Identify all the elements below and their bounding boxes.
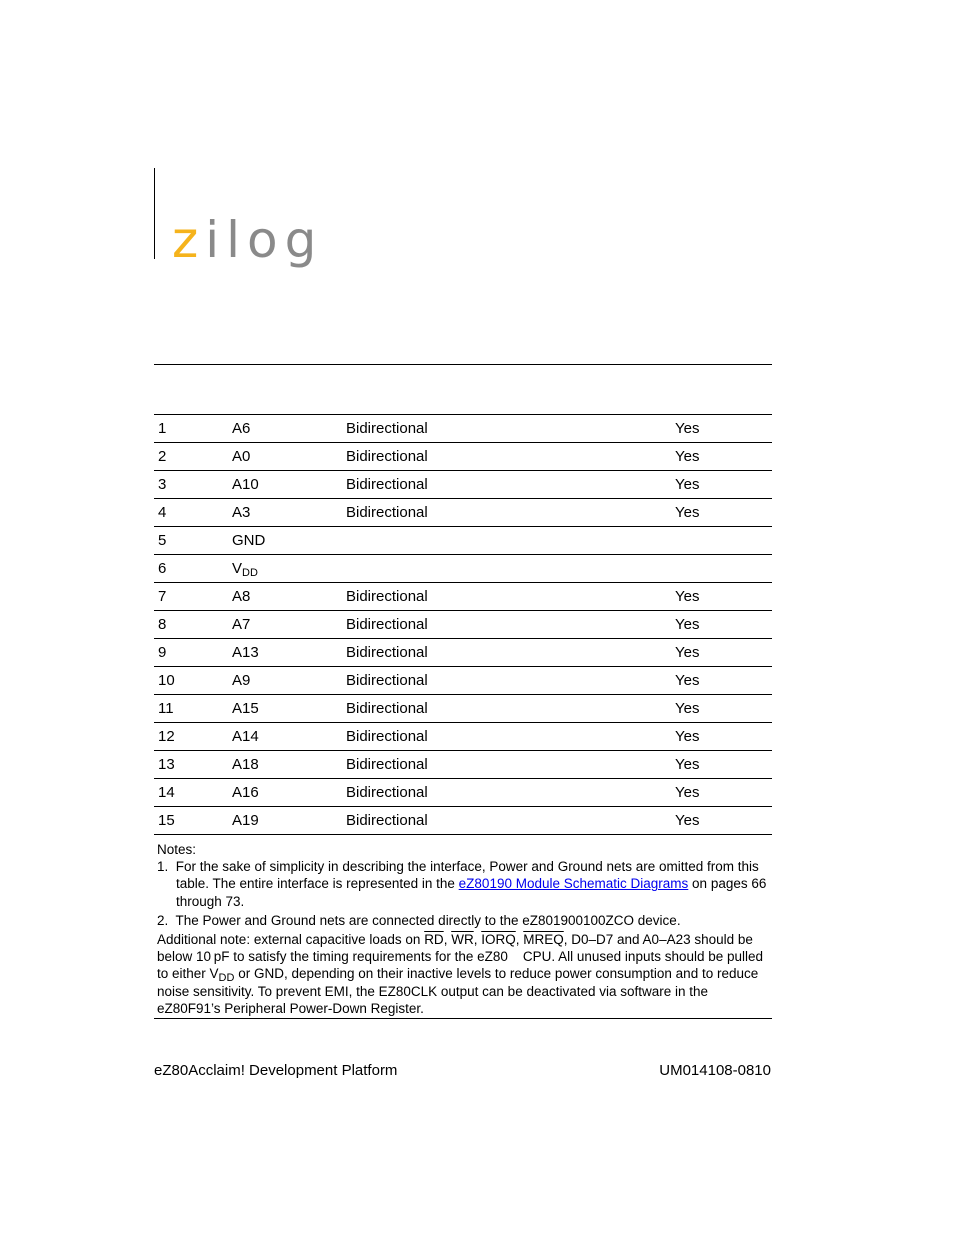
table-top-rule (154, 364, 772, 365)
signal-tristate: Yes (675, 420, 700, 437)
signal-name-cell (228, 639, 342, 667)
pin-number: 1 (158, 420, 167, 437)
signal-direction: Bidirectional (346, 812, 428, 829)
signal-name: A19 (232, 812, 259, 829)
signal-tristate-cell (671, 471, 772, 499)
pin-number: 2 (158, 448, 167, 465)
table-row (154, 443, 772, 471)
pin-number: 7 (158, 588, 167, 605)
signal-tristate: Yes (675, 644, 700, 661)
signal-direction-cell (342, 527, 671, 555)
signal-direction-cell (342, 415, 671, 443)
pin-number-cell (154, 555, 228, 583)
signal-direction: Bidirectional (346, 700, 428, 717)
pin-number-cell (154, 667, 228, 695)
note-2: 2. The Power and Ground nets are connected directly to the eZ801900100ZCO device. (157, 912, 681, 928)
signal-tristate: Yes (675, 812, 700, 829)
signal-tristate-cell (671, 415, 772, 443)
signal-name-cell (228, 471, 342, 499)
signal-name: A10 (232, 476, 259, 493)
signal-direction: Bidirectional (346, 504, 428, 521)
pin-number-cell (154, 471, 228, 499)
signal-name-cell (228, 807, 342, 835)
note-1-text-a: 1. For the sake of simplicity in describing the interface, Power and Ground nets are omitted from this table. The entire interface is represented in the (157, 859, 759, 892)
table-row (154, 723, 772, 751)
signal-tristate: Yes (675, 448, 700, 465)
pin-table (154, 414, 772, 835)
notes-heading: Notes: (157, 842, 197, 857)
signal-iorq: IORQ (481, 932, 516, 948)
logo-rest: ilog (205, 211, 324, 269)
signal-name: A0 (232, 448, 251, 465)
pin-number: 10 (158, 672, 175, 689)
signal-tristate-cell (671, 611, 772, 639)
signal-direction-cell (342, 611, 671, 639)
signal-tristate: Yes (675, 476, 700, 493)
table-row (154, 499, 772, 527)
signal-name: A6 (232, 420, 251, 437)
additional-note-b: , D0–D7 and A0–A23 should be below 10 pF to satisfy the timing requirements for the eZ80 CPU. All unused inputs should be pulled to either V (157, 932, 764, 982)
table-row (154, 639, 772, 667)
signal-tristate: Yes (675, 588, 700, 605)
pin-number-cell (154, 527, 228, 555)
signal-name-cell (228, 443, 342, 471)
table-row (154, 695, 772, 723)
pin-number-cell (154, 779, 228, 807)
pin-number: 8 (158, 616, 167, 633)
pin-number: 9 (158, 644, 167, 661)
signal-direction: Bidirectional (346, 728, 428, 745)
signal-name-cell (228, 667, 342, 695)
signal-name-cell (228, 695, 342, 723)
signal-tristate-cell (671, 443, 772, 471)
signal-tristate-cell (671, 695, 772, 723)
pin-number: 11 (158, 700, 174, 717)
signal-name-cell (228, 527, 342, 555)
pin-number: 15 (158, 812, 175, 829)
vdd-subscript: DD (218, 972, 235, 985)
signal-name: A9 (232, 672, 251, 689)
table-row (154, 471, 772, 499)
signal-direction-cell (342, 443, 671, 471)
signal-direction-cell (342, 471, 671, 499)
table-bottom-rule (154, 1018, 772, 1019)
table-row (154, 807, 772, 835)
signal-direction: Bidirectional (346, 476, 428, 493)
signal-name-cell (228, 415, 342, 443)
signal-direction-cell (342, 499, 671, 527)
table-row (154, 779, 772, 807)
signal-direction-cell (342, 695, 671, 723)
table-row (154, 415, 772, 443)
signal-direction-cell (342, 779, 671, 807)
signal-name-cell (228, 583, 342, 611)
signal-direction: Bidirectional (346, 756, 428, 773)
signal-name-cell (228, 611, 342, 639)
pin-number: 6 (158, 560, 167, 577)
logo-z: z (172, 211, 206, 269)
additional-note-c: or GND, depending on their inactive levels to reduce power consumption and to reduce noise sensitivity. To prevent EMI, the EZ80CLK output can be deactivated via software in the eZ80F91’s Peripheral Power-Down Register. (157, 966, 759, 1016)
signal-direction-cell (342, 555, 671, 583)
signal-tristate-cell (671, 555, 772, 583)
signal-name: A13 (232, 644, 259, 661)
signal-direction-cell (342, 639, 671, 667)
pin-number: 13 (158, 756, 175, 773)
signal-tristate-cell (671, 807, 772, 835)
signal-name: GND (232, 532, 266, 549)
signal-name: A3 (232, 504, 251, 521)
signal-rd: $\overline{RD}$ (424, 932, 444, 948)
pin-number: 14 (158, 784, 175, 801)
signal-name-cell (228, 751, 342, 779)
signal-direction-cell (342, 667, 671, 695)
subscript: DD (242, 567, 258, 579)
pin-number-cell (154, 807, 228, 835)
signal-tristate-cell (671, 639, 772, 667)
signal-direction: Bidirectional (346, 672, 428, 689)
signal-name: A18 (232, 756, 259, 773)
signal-tristate-cell (671, 499, 772, 527)
signal-name-cell (228, 723, 342, 751)
table-notes (157, 841, 769, 1017)
signal-name: A8 (232, 588, 251, 605)
additional-note: Additional note: external capacitive loads on $\overline{RD}$, $\overline{WR}$, IORQ, MREQ, D0–D7 and A0–A23 should be below 10 pF to satisfy the timing requirements for the eZ80 CPU. All unused inputs should be pulled to either $V_{DD}$ or GND, depending on their inactive levels to reduce power consumption and to reduce noise sensitivity. To prevent EMI, the EZ80CLK output can be deactivated via software in the eZ80F91’s Peripheral Power-Down Register. (157, 932, 764, 1016)
pin-number-cell (154, 695, 228, 723)
pin-number-cell (154, 443, 228, 471)
signal-wr: $\overline{WR}$ (451, 932, 474, 948)
signal-name-cell (228, 779, 342, 807)
pin-number-cell (154, 611, 228, 639)
signal-tristate-cell (671, 723, 772, 751)
signal-name-cell (228, 499, 342, 527)
pin-number: 5 (158, 532, 167, 549)
signal-mreq: MREQ (523, 932, 564, 948)
zilog-logo (172, 210, 323, 270)
note-1-text-b: on pages 66 through 73. (176, 876, 767, 909)
footer-doc-number: UM014108-0810 (659, 1062, 771, 1079)
signal-tristate: Yes (675, 672, 700, 689)
signal-tristate-cell (671, 527, 772, 555)
table-row (154, 667, 772, 695)
signal-name: A14 (232, 728, 259, 745)
signal-name: A7 (232, 616, 251, 633)
table-row (154, 527, 772, 555)
schematic-diagrams-link[interactable]: eZ80190 Module Schematic Diagrams (458, 876, 689, 892)
header-vertical-rule (154, 168, 155, 259)
table-row (154, 583, 772, 611)
signal-tristate: Yes (675, 728, 700, 745)
signal-name: V (232, 560, 243, 577)
signal-direction-cell (342, 751, 671, 779)
table-row (154, 611, 772, 639)
table-row (154, 555, 772, 583)
signal-tristate-cell (671, 667, 772, 695)
signal-direction-cell (342, 807, 671, 835)
pin-number-cell (154, 723, 228, 751)
signal-tristate: Yes (675, 504, 700, 521)
signal-name: A15 (232, 700, 259, 717)
signal-tristate-cell (671, 779, 772, 807)
signal-name-cell (228, 555, 342, 583)
signal-tristate-cell (671, 583, 772, 611)
pin-number-cell (154, 415, 228, 443)
note-1 (157, 858, 769, 910)
signal-direction: Bidirectional (346, 588, 428, 605)
signal-direction: Bidirectional (346, 644, 428, 661)
signal-direction: Bidirectional (346, 784, 428, 801)
signal-name: A16 (232, 784, 259, 801)
table-row (154, 751, 772, 779)
additional-note-a: Additional note: external capacitive loads on (157, 932, 425, 948)
signal-direction: Bidirectional (346, 448, 428, 465)
pin-number: 3 (158, 476, 167, 493)
signal-tristate: Yes (675, 700, 700, 717)
footer-doc-title: eZ80Acclaim! Development Platform (154, 1062, 398, 1079)
pin-number: 4 (158, 504, 167, 521)
signal-direction-cell (342, 583, 671, 611)
signal-tristate-cell (671, 751, 772, 779)
signal-direction: Bidirectional (346, 616, 428, 633)
pin-number-cell (154, 751, 228, 779)
pin-number-cell (154, 639, 228, 667)
signal-direction: Bidirectional (346, 420, 428, 437)
signal-direction-cell (342, 723, 671, 751)
signal-tristate: Yes (675, 784, 700, 801)
signal-tristate: Yes (675, 756, 700, 773)
pin-number: 12 (158, 728, 175, 745)
pin-number-cell (154, 583, 228, 611)
pin-number-cell (154, 499, 228, 527)
signal-tristate: Yes (675, 616, 700, 633)
